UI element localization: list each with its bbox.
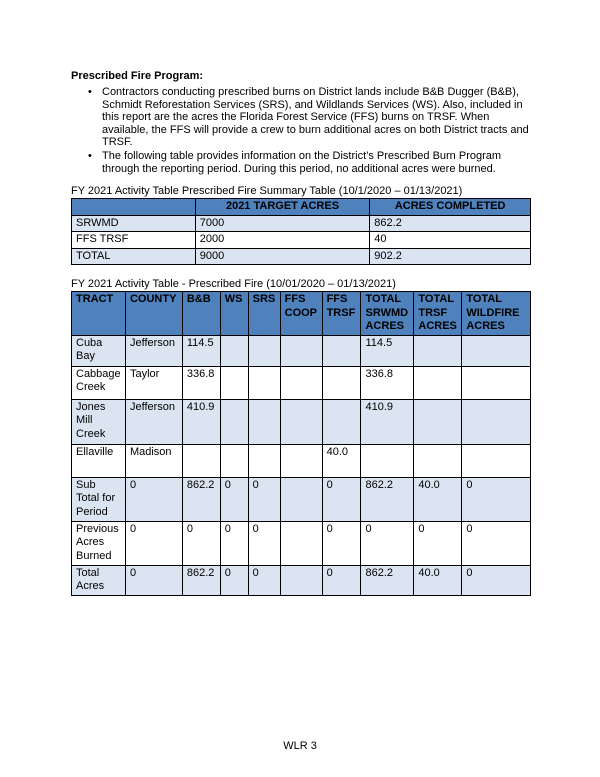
- section-heading: Prescribed Fire Program:: [71, 70, 204, 82]
- table-cell: [322, 335, 361, 366]
- table-cell: [462, 444, 531, 477]
- table-cell: [322, 399, 361, 444]
- table-cell: 336.8: [182, 366, 220, 399]
- table-cell: Ellaville: [72, 444, 126, 477]
- table-cell: 0: [220, 477, 248, 521]
- table-cell: 9000: [195, 248, 370, 265]
- table-cell: [280, 366, 322, 399]
- bullet-item: [88, 150, 538, 175]
- table-header-cell: [72, 199, 196, 216]
- table-header-cell: 2021 TARGET ACRES: [195, 199, 370, 216]
- table-header-cell: B&B: [182, 292, 220, 336]
- table-cell: [462, 335, 531, 366]
- table-cell: 862.2: [370, 215, 531, 232]
- table-cell: 0: [125, 565, 182, 595]
- table-cell: Madison: [125, 444, 182, 477]
- table-cell: 114.5: [182, 335, 220, 366]
- table-cell: Jones Mill Creek: [72, 399, 126, 444]
- table-cell: [248, 366, 280, 399]
- table-cell: [462, 366, 531, 399]
- table-cell: 0: [220, 565, 248, 595]
- table-cell: 114.5: [361, 335, 414, 366]
- table-cell: [361, 444, 414, 477]
- table-cell: [220, 399, 248, 444]
- table-cell: 862.2: [361, 477, 414, 521]
- table-cell: FFS TRSF: [72, 232, 196, 249]
- table-header-row: [72, 199, 531, 216]
- table-cell: 0: [361, 521, 414, 565]
- table-cell: 902.2: [370, 248, 531, 265]
- table-cell: 410.9: [182, 399, 220, 444]
- bullet-item: [88, 86, 538, 149]
- table-cell: 2000: [195, 232, 370, 249]
- fire-table-caption: FY 2021 Activity Table - Prescribed Fire (10/01/2020 – 01/13/2021): [71, 278, 396, 290]
- table-cell: 0: [125, 477, 182, 521]
- table-cell: Previous Acres Burned: [72, 521, 126, 565]
- table-row: [72, 565, 531, 595]
- table-cell: 0: [125, 521, 182, 565]
- table-cell: Jefferson: [125, 399, 182, 444]
- table-header-cell: TRACT: [72, 292, 126, 336]
- table-cell: 7000: [195, 215, 370, 232]
- table-cell: 862.2: [182, 565, 220, 595]
- table-cell: [182, 444, 220, 477]
- table-cell: 0: [182, 521, 220, 565]
- table-cell: [280, 521, 322, 565]
- table-cell: 0: [462, 521, 531, 565]
- table-cell: 0: [322, 477, 361, 521]
- table-header-row: [72, 292, 531, 336]
- bullet-list: [88, 86, 538, 176]
- table-row: [72, 232, 531, 249]
- table-cell: 0: [248, 477, 280, 521]
- table-row: [72, 335, 531, 366]
- table-cell: 40: [370, 232, 531, 249]
- table-cell: Sub Total for Period: [72, 477, 126, 521]
- bullet-icon: •: [88, 149, 92, 162]
- table-cell: Jefferson: [125, 335, 182, 366]
- table-row: [72, 444, 531, 477]
- table-header-cell: WS: [220, 292, 248, 336]
- table-header-cell: ACRES COMPLETED: [370, 199, 531, 216]
- table-cell: 0: [322, 565, 361, 595]
- bullet-text: Contractors conducting prescribed burns on District lands include B&B Dugger (B&B), Schmidt Reforestation Services (SRS), and Wildlands Services (WS). Also, included in this report are the acres the Florida Forest Service (FFS) burns on TRSF. When available, the FFS will provide a crew to burn additional acres on both District tracts and TRSF.: [102, 86, 529, 149]
- table-cell: [280, 335, 322, 366]
- table-header-cell: COUNTY: [125, 292, 182, 336]
- table-cell: [462, 399, 531, 444]
- table-cell: [220, 335, 248, 366]
- table-cell: [322, 366, 361, 399]
- table-header-cell: TOTAL WILDFIRE ACRES: [462, 292, 531, 336]
- table-cell: [280, 565, 322, 595]
- bullet-icon: •: [88, 86, 92, 98]
- table-cell: [414, 399, 462, 444]
- table-header-cell: FFS COOP: [280, 292, 322, 336]
- table-cell: 0: [322, 521, 361, 565]
- table-row: [72, 477, 531, 521]
- table-cell: 336.8: [361, 366, 414, 399]
- table-header-cell: TOTAL TRSF ACRES: [414, 292, 462, 336]
- table-cell: 0: [248, 565, 280, 595]
- table-cell: TOTAL: [72, 248, 196, 265]
- summary-table-caption: FY 2021 Activity Table Prescribed Fire Summary Table (10/1/2020 – 01/13/2021): [71, 185, 463, 197]
- table-header-cell: TOTAL SRWMD ACRES: [361, 292, 414, 336]
- table-row: [72, 366, 531, 399]
- table-cell: Cuba Bay: [72, 335, 126, 366]
- table-cell: [220, 444, 248, 477]
- table-cell: [414, 366, 462, 399]
- table-cell: [220, 366, 248, 399]
- table-cell: 40.0: [322, 444, 361, 477]
- table-cell: 0: [414, 521, 462, 565]
- table-cell: 0: [462, 477, 531, 521]
- table-cell: [280, 444, 322, 477]
- table-cell: [248, 444, 280, 477]
- table-cell: Cabbage Creek: [72, 366, 126, 399]
- table-cell: [414, 444, 462, 477]
- table-cell: SRWMD: [72, 215, 196, 232]
- table-cell: 410.9: [361, 399, 414, 444]
- table-cell: 0: [248, 521, 280, 565]
- table-cell: Total Acres: [72, 565, 126, 595]
- table-cell: 862.2: [182, 477, 220, 521]
- table-cell: 0: [462, 565, 531, 595]
- table-cell: [248, 335, 280, 366]
- table-cell: 40.0: [414, 565, 462, 595]
- table-cell: 862.2: [361, 565, 414, 595]
- table-cell: [248, 399, 280, 444]
- table-cell: Taylor: [125, 366, 182, 399]
- page-footer: WLR 3: [283, 740, 317, 752]
- table-cell: 0: [220, 521, 248, 565]
- table-cell: 40.0: [414, 477, 462, 521]
- bullet-text: The following table provides information on the District’s Prescribed Burn Program through the reporting period. During this period, no additional acres were burned.: [102, 149, 502, 175]
- table-row: [72, 215, 531, 232]
- table-cell: [280, 477, 322, 521]
- table-cell: [414, 335, 462, 366]
- table-header-cell: FFS TRSF: [322, 292, 361, 336]
- fire-activity-table: [71, 291, 531, 596]
- table-cell: [280, 399, 322, 444]
- summary-table: [71, 198, 531, 265]
- table-row: [72, 521, 531, 565]
- table-row: [72, 399, 531, 444]
- table-row: [72, 248, 531, 265]
- table-header-cell: SRS: [248, 292, 280, 336]
